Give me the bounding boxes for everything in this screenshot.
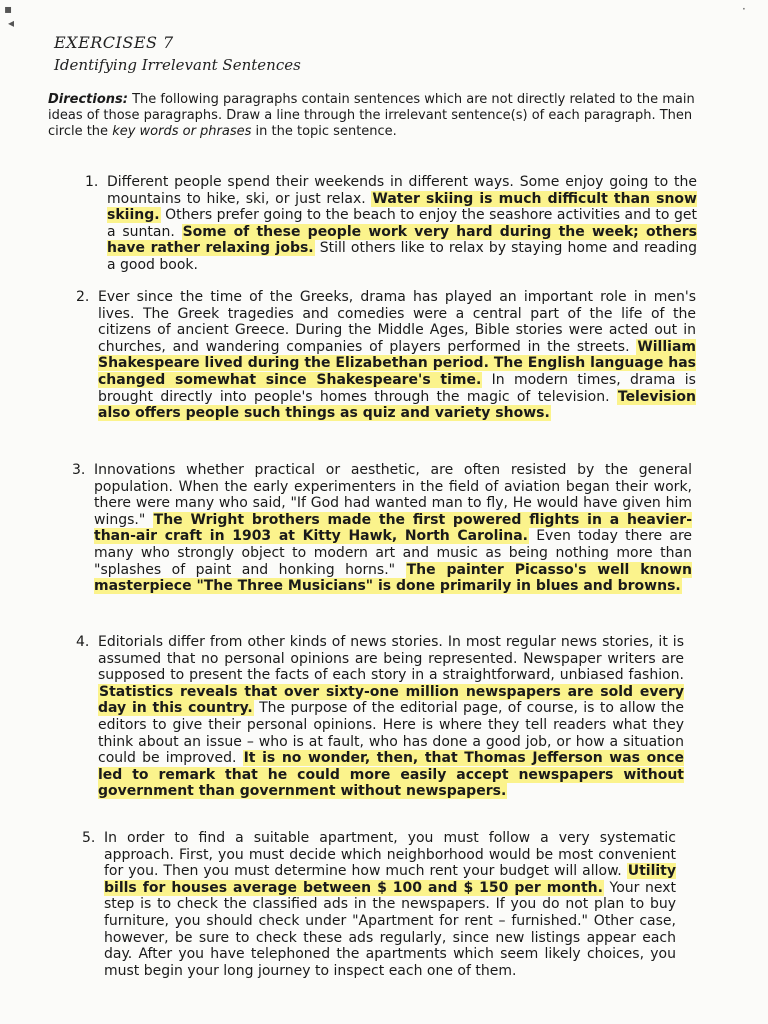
directions-emphasis: key words or phrases [112, 124, 252, 139]
exercise-number: 3. [72, 462, 86, 478]
paragraph-text: Others prefer going to the beach to enjoy the seashore activities and to get a suntan. [107, 207, 697, 240]
directions-text-after: in the topic sentence. [251, 124, 397, 139]
paragraph-text: Different people spend their weekends in different ways. Some enjoy going to the mountains to hike, ski, or just relax. [107, 174, 697, 207]
exercise-text [94, 462, 692, 595]
exercise-paragraph [76, 289, 696, 422]
scan-mark: · [742, 2, 746, 16]
irrelevant-sentence-highlight: Utility bills for houses average between $ 100 and $ 150 per month. [104, 863, 676, 896]
exercise-text [104, 830, 676, 979]
paragraph-text: The purpose of the editorial page, of course, is to allow the editors to give their personal opinions. Here is where they tell readers what they think about an issue – who is at fault, who has done a good job, or how a situation could be improved. [98, 700, 685, 767]
paragraph-text: Still others like to relax by staying home and reading a good book. [107, 240, 697, 273]
exercise-paragraph [85, 174, 697, 274]
exercise-text [98, 634, 684, 800]
directions-label: Directions: [48, 92, 128, 107]
irrelevant-sentence-highlight: It is no wonder, then, that Thomas Jefferson was once led to remark that he could more easily accept newspapers without government than government without newspapers. [98, 750, 684, 800]
scan-mark: ◂ [8, 16, 15, 30]
paragraph-text: In order to find a suitable apartment, you must follow a very systematic approach. First, you must decide which neighborhood would be most convenient for you. Then you must determine how much rent your budget will allow. [104, 830, 676, 880]
exercise-paragraph [82, 830, 676, 979]
irrelevant-sentence-highlight: Television also offers people such things as quiz and variety shows. [98, 388, 696, 422]
irrelevant-sentence-highlight: William Shakespeare lived during the Elizabethan period. The English language has changed somewhat since Shakespeare's time. [98, 338, 696, 388]
exercise-title: EXERCISES 7 [54, 33, 174, 52]
irrelevant-sentence-highlight: Some of these people work very hard during the week; others have rather relaxing jobs. [107, 223, 697, 257]
directions-text-before: The following paragraphs contain sentences which are not directly related to the main ideas of those paragraphs. Draw a line through the irrelevant sentence(s) of each paragraph. Then circle the [48, 92, 695, 139]
scan-mark: ▪ [4, 2, 13, 16]
irrelevant-sentence-highlight: Statistics reveals that over sixty-one million newspapers are sold every day in this country. [98, 683, 684, 717]
exercise-text [98, 289, 696, 422]
paragraph-text: Ever since the time of the Greeks, drama has played an important role in men's lives. The Greek tragedies and comedies were a central part of the life of the citizens of ancient Greece. During the Middle Ages, Bible stories were acted out in churches, and wandering companies of players performed in the streets. [98, 289, 696, 355]
irrelevant-sentence-highlight: The painter Picasso's well known masterpiece "The Three Musicians" is done primarily in blues and browns. [94, 561, 692, 595]
worksheet-header [54, 32, 301, 76]
paragraph-text: Your next step is to check the classified ads in the newspapers. If you do not plan to buy furniture, you should check under "Apartment for rent – furnished." Other case, however, be sure to check these ads regularly, since new listings appear each day. After you have telephoned the apartments which seem likely choices, you must begin your long journey to inspect each one of them. [104, 879, 676, 979]
paragraph-text: Even today there are many who strongly object to modern art and music as being nothing more than "splashes of paint and honking horns." [94, 528, 693, 578]
paragraph-text: Editorials differ from other kinds of news stories. In most regular news stories, it is assumed that no personal opinions are being represented. Newspaper writers are supposed to present the facts of each story in a straightforward, unbiased fashion. [98, 634, 684, 684]
exercise-number: 4. [76, 634, 90, 650]
exercise-paragraph [76, 634, 684, 800]
irrelevant-sentence-highlight: Water skiing is much difficult than snow skiing. [107, 190, 697, 224]
exercise-number: 1. [85, 174, 99, 190]
irrelevant-sentence-highlight: The Wright brothers made the first powered flights in a heavier-than-air craft in 1903 at Kitty Hawk, North Carolina. [94, 511, 693, 545]
paragraph-text: Innovations whether practical or aesthetic, are often resisted by the general population. When the early experimenters in the field of aviation began their work, there were many who said, "If God had wanted man to fly, He would have given him wings." [94, 462, 692, 528]
paragraph-text: In modern times, drama is brought directly into people's homes through the magic of television. [98, 371, 696, 405]
directions [48, 92, 698, 140]
exercise-number: 2. [76, 289, 90, 305]
exercise-number: 5. [82, 830, 96, 846]
exercise-text [107, 174, 697, 274]
exercise-subtitle: Identifying Irrelevant Sentences [54, 56, 301, 74]
exercise-paragraph [72, 462, 692, 595]
